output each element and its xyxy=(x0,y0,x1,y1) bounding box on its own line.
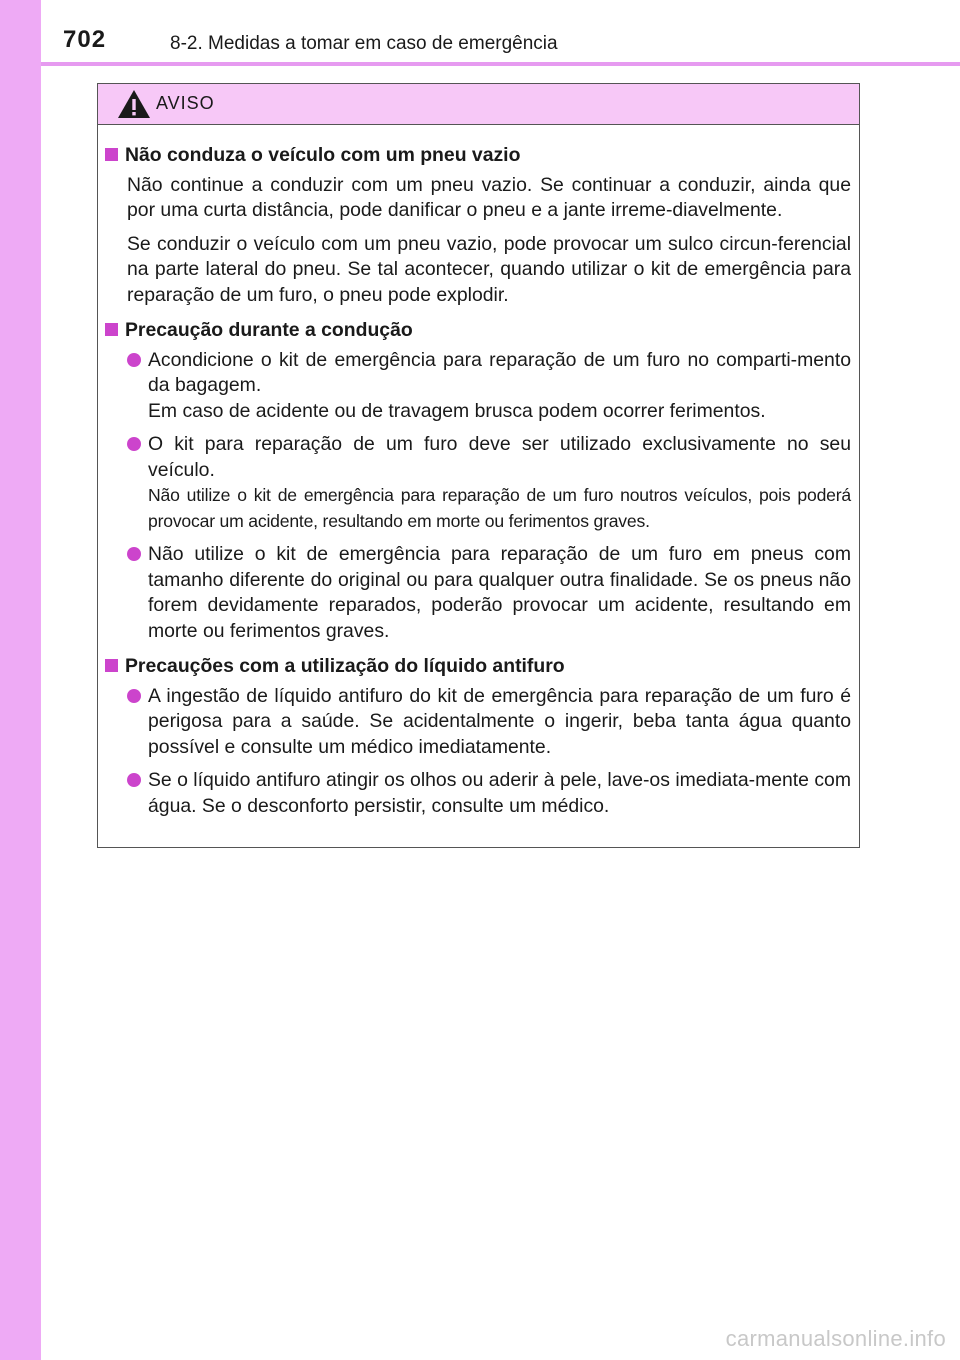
paragraph: Não continue a conduzir com um pneu vazio. Se continuar a conduzir, ainda que por uma curta distância, pode danificar o pneu e a jante irreme-diavelmente. xyxy=(127,173,851,221)
warning-box xyxy=(97,83,860,848)
warning-label: AVISO xyxy=(156,93,215,113)
warning-body xyxy=(98,125,859,819)
circle-bullet-icon xyxy=(127,689,141,703)
circle-bullet-icon xyxy=(127,353,141,367)
list-item xyxy=(127,684,851,761)
bullet-text: Se o líquido antifuro atingir os olhos ou aderir à pele, lave-os imediata-mente com água. Se o desconforto persistir, consulte um médico. xyxy=(148,769,851,817)
watermark: carmanualsonline.info xyxy=(725,1326,946,1351)
circle-bullet-icon xyxy=(127,437,141,451)
bullet-note: Em caso de acidente ou de travagem brusca podem ocorrer ferimentos. xyxy=(148,399,766,422)
bullet-text: Não utilize o kit de emergência para reparação de um furo em pneus com tamanho diferente do original ou para qualquer outra finalidade. Se os pneus não forem devidamente reparados, poderão provocar um acidente, resultando em morte ou ferimentos graves. xyxy=(148,543,851,642)
bullet-text: Acondicione o kit de emergência para reparação de um furo no comparti-mento da bagagem. xyxy=(148,348,851,396)
list-item xyxy=(127,768,851,819)
side-tab-strip xyxy=(0,0,41,1360)
page-header xyxy=(41,0,960,64)
circle-bullet-icon xyxy=(127,547,141,561)
page-number: 702 xyxy=(63,26,107,53)
section-heading: Não conduza o veículo com um pneu vazio xyxy=(105,143,851,169)
list-item xyxy=(127,432,851,534)
header-rule xyxy=(41,62,960,66)
list-item xyxy=(127,348,851,425)
warning-triangle-icon xyxy=(116,88,152,120)
warning-header xyxy=(98,84,859,125)
bullet-note: Não utilize o kit de emergência para reparação de um furo noutros veículos, pois poderá provocar um acidente, resultando em morte ou ferimentos graves. xyxy=(148,485,851,531)
section-heading: Precaução durante a condução xyxy=(105,318,851,344)
list-item xyxy=(127,542,851,644)
square-bullet-icon xyxy=(105,323,118,336)
bullet-text: A ingestão de líquido antifuro do kit de emergência para reparação de um furo é perigosa para a saúde. Se acidentalmente o ingerir, beba tanta água quanto possível e consulte um médico imediatamente. xyxy=(148,684,851,758)
bullet-text: O kit para reparação de um furo deve ser utilizado exclusivamente no seu veículo. xyxy=(148,433,851,481)
section-title: 8-2. Medidas a tomar em caso de emergência xyxy=(170,33,558,54)
square-bullet-icon xyxy=(105,659,118,672)
circle-bullet-icon xyxy=(127,773,141,787)
paragraph: Se conduzir o veículo com um pneu vazio, pode provocar um sulco circun-ferencial na parte lateral do pneu. Se tal acontecer, quando utilizar o kit de emergência para reparação de um furo, o pneu pode explodir. xyxy=(127,232,851,306)
square-bullet-icon xyxy=(105,148,118,161)
section-heading: Precauções com a utilização do líquido antifuro xyxy=(105,654,851,680)
